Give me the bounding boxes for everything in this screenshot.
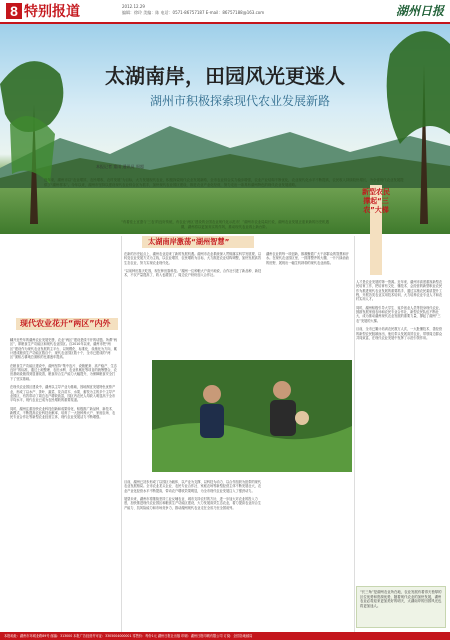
footer-text: 本报地址：湖州市环城北路89号 邮编：313000 本报广告经营许可证：3305004000001 零售价：每份1元 湖州日报社出版 印刷：湖州日报印刷有限公司 订阅：全国各地邮局 — [4, 634, 253, 638]
left-article-title: 现代农业花开“两区”内外 — [20, 319, 111, 328]
center-article-continued: 目前，湖州已初步形成了以园区为载体、以产业为支撑、以科技为动力、以合作组织为纽带的现代农业发展格局。全市农业龙头企业、农民专业合作社、家庭农场等新型经营主体不断发展壮大，农业产业化经营水平不断提高，带动农户增收效果明显，为全市现代农业发展注入了强劲动力。 展望未来，湖州市将继续坚持工业反哺农业、城市支持农村的方针，进一步加大对农业的投入力度，加快推进现代农业园区和粮食生产功能区建设，大力发展高效生态农业，着力提高农业综合生产能力、抗风险能力和市场竞争力，推动湖州现代农业走在全省乃至全国前列。 — [124, 480, 262, 510]
column-divider — [121, 236, 122, 634]
lead-paragraph: 近年来，湖州市以“农业增效、农民增收、农村发展”为目标，大力发展现代农业，积极探索现代农业发展新路，全市农业综合实力稳步增强，农业产业结构不断优化，农业现代化水平不断提高，农民收入持续较快增长，为全省现代农业发展提供了“湖州样本”。今年以来，湖州市坚持以建设现代农业综合区为抓手，加快现代农业园区建设，推进农业产业化经营，努力走出一条具有湖州特色的现代农业发展道路。 — [44, 178, 404, 187]
pull-quote: “有着佳土宜蚕与‘三农’的良好传统，有农业‘两区’建设的全国农业现代化示范市！”湖州市农业局局长说，湖州农业发展正迎来新的历史机遇期，湖州将以更加务实的作风，推动现代农业再上新台阶。 — [121, 220, 329, 229]
right-article-title: 新型农民撑起“三农”大梯 — [362, 188, 390, 214]
farmers-field-image — [152, 360, 352, 472]
center-article-body-right: 湖州农业的每一项创新，都凝聚着广大干部群众的智慧和汗水。在现代农业园区里，一排排整齐的大棚，一片片绿油油的田野，展现出一幅生机勃勃的现代农业画卷。 — [266, 252, 349, 265]
right-article-body: 人才是农业发展的第一资源。近年来，湖州市高度重视新型农民培育工作，把培育有文化、懂技术、会经营的新型职业农民作为推进现代农业发展的重要抓手，通过实施农民素质提升工程，开展各类农业实用技术培训，大力培养农业专业人才和农村实用人才。 同时，湖州积极引导大学生、返乡创业人员等投身现代农业，鼓励发展家庭农场和农民专业合作社，新型农民队伍不断壮大，成为推动湖州现代农业发展的重要力量，撑起了湖州“三农”发展的大梯。 目前，全市已累计培训农民数万人次，一大批懂技术、善经营的新型农民脱颖而出，他们带头发展高效农业，带领周边群众共同致富，在现代农业发展中发挥了示范引领作用。 — [356, 280, 443, 340]
headline: 太湖南岸，田园风光更迷人 — [105, 64, 345, 88]
page-number: 8 — [6, 3, 22, 19]
editor-line: 编辑：徐玲 美编：陈 电话：0571-86757187 E-mail：86757188@163.com — [122, 10, 265, 15]
center-article-body: 在新的历史起点上，湖州农业迎来了新的发展机遇。湖州市农业系统深入贯彻落实科学发展观，以转变农业发展方式为主线，以农业增效、农民增收为目标，大力推进农业结构调整，加快发展高效生态农业，努力实现农业现代化。 “以前种田靠天吃饭，现在种田靠科技。”湖州一位种粮大户高兴地说，合作社引进了新品种、新技术，不仅产量提高了，收入也增加了，周边农户纷纷加入合作社。 — [124, 252, 262, 278]
left-article-body: 翻开近些年的湖州农业发展史册，农业“两区”建设是绕不开的话题。所谓“两区”，即粮食生产功能区和现代农业园区。自2010年以来，湖州市把“两区”建设作为现代农业发展的主平台，以规模化、标准化、设施化为方向，累计建成粮食生产功能区数百个，现代农业园区数十个，全市已建成的“两区”面积占耕地总面积的比重逐年提高。 在粮食生产功能区建设中，湖州坚持“集中连片、设施配套、高产稳产、生态良好”的标准，通过土地整理、农田水利、农业机械化等项目的统筹整合，农田基础设施得到显著改善，粮食综合生产能力大幅提升，为保障粮食安全打下了坚实基础。 在现代农业园区建设中，湖州以主导产业为基础，因地制宜发展特色优势产业，形成了以水产、茶叶、蔬菜、花卉苗木、水果、畜牧为主的多个主导产业园区，有效带动了周边农户增收致富，园区内农民人均收入明显高于全市平均水平，现代农业已成为农民增收的重要渠道。 同时，湖州注重加快农业科技创新和成果转化，积极推广新品种、新技术、新模式，不断提高农业科技贡献率，培育了一大批种养大户、家庭农场、农民专业合作社等新型农业经营主体，现代农业发展活力不断增强。 — [10, 338, 117, 420]
sidebar-box-text: “长三角”是湖州农业所在地，农业发展有着得天独厚的区位优势和资源优势，随着现代农业的加快发展，湖州农业必将迎来更加美好的明天，太湖南岸的田园风光也将更加迷人。 — [360, 590, 442, 608]
byline: 本报记者 童雨 通讯员 周超 — [96, 164, 144, 169]
farmers-photo — [152, 360, 352, 472]
header-meta — [122, 4, 332, 16]
newspaper-brand: 湖州日报 — [395, 4, 444, 18]
issue-date: 2012.12.29 — [122, 4, 145, 9]
section-title: 特别报道 — [24, 4, 80, 20]
center-article-title: 太湖南岸激荡“湖州智慧” — [148, 237, 230, 246]
subheadline: 湖州市积极探索现代农业发展新路 — [149, 94, 330, 108]
column-divider — [354, 236, 355, 634]
